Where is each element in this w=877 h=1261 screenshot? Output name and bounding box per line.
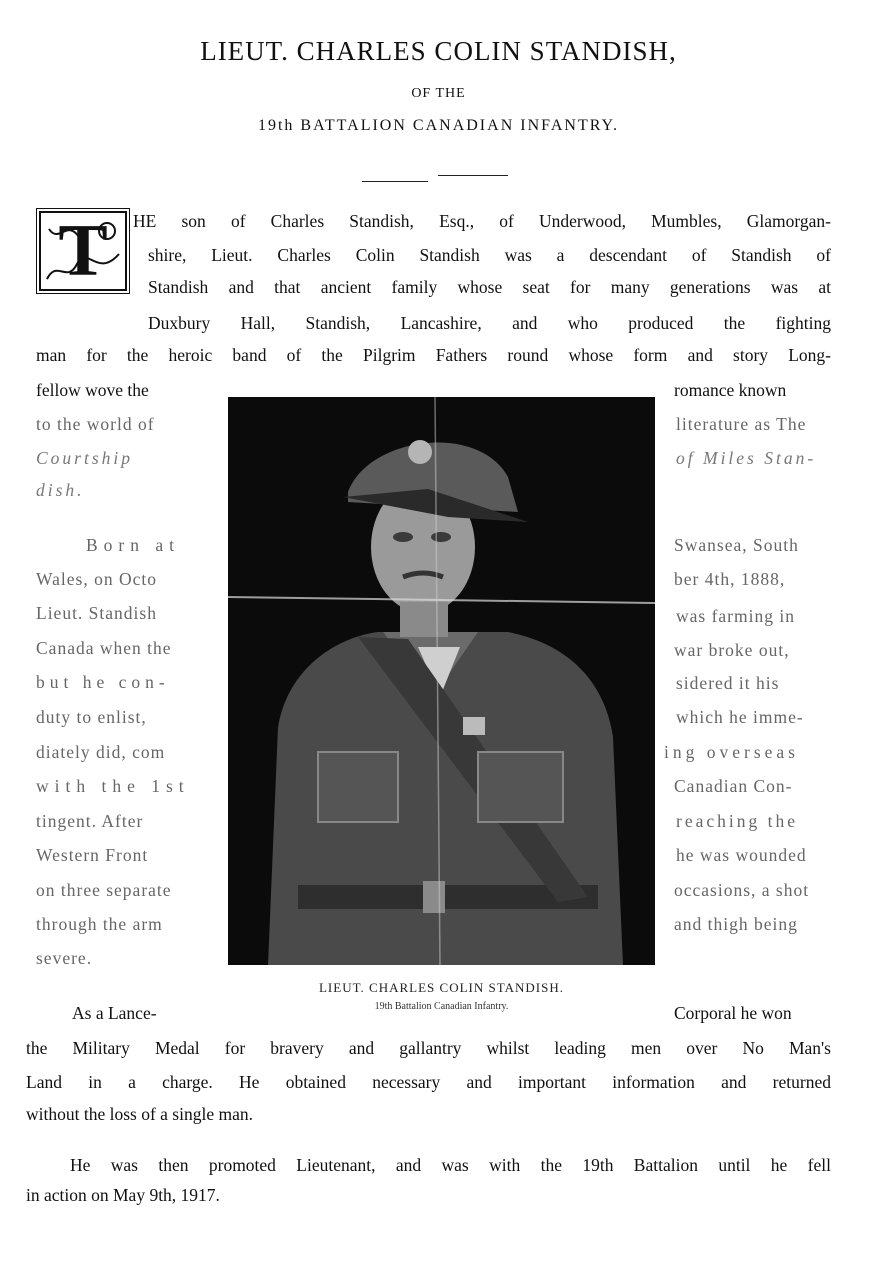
body-line: He was then promoted Lieutenant, and was with the 19th Battalion until he fell <box>70 1155 831 1175</box>
left-col-line: Lieut. Standish <box>36 603 157 623</box>
left-col-line: diately did, com <box>36 742 166 762</box>
left-col-line: but he con- <box>36 672 170 692</box>
left-col-line: through the arm <box>36 914 163 934</box>
intro-line: shire, Lieut. Charles Colin Standish was a descendant of Standish of <box>148 245 831 265</box>
left-col-line: As a Lance- <box>72 1003 157 1023</box>
battalion-subtitle: 19th BATTALION CANADIAN INFANTRY. <box>257 117 619 134</box>
left-col-line: Courtship <box>36 448 134 468</box>
left-col-line: Western Front <box>36 845 149 865</box>
right-col-line: of Miles Stan- <box>676 448 817 468</box>
ornamental-dropcap <box>36 208 130 294</box>
dropcap-letter: T <box>58 210 108 292</box>
right-col-line: Corporal he won <box>674 1003 792 1023</box>
intro-line: HE son of Charles Standish, Esq., of Underwood, Mumbles, Glamorgan- <box>133 211 831 231</box>
photo-subcaption: 19th Battalion Canadian Infantry. <box>374 1001 509 1012</box>
right-col-line: and thigh being <box>674 914 798 934</box>
left-col-line: dish. <box>36 480 85 500</box>
title-divider-left <box>362 181 428 182</box>
right-col-line: reaching the <box>676 811 798 831</box>
title-connector: OF THE <box>411 86 466 101</box>
right-col-line: Canadian Con- <box>674 776 793 796</box>
left-col-line: fellow wove the <box>36 380 149 400</box>
body-line: without the loss of a single man. <box>26 1104 253 1124</box>
right-col-line: was farming in <box>676 606 795 626</box>
left-col-line: duty to enlist, <box>36 707 147 727</box>
title-divider-right <box>438 175 508 176</box>
intro-line: Duxbury Hall, Standish, Lancashire, and who produced the fighting <box>148 313 831 333</box>
left-col-line: Born at <box>86 535 181 555</box>
right-col-line: ing overseas <box>664 742 799 762</box>
right-col-line: which he imme- <box>676 707 804 727</box>
left-col-line: Canada when the <box>36 638 172 658</box>
right-col-line: Swansea, South <box>674 535 799 555</box>
intro-line: man for the heroic band of the Pilgrim Fathers round whose form and story Long- <box>36 345 831 365</box>
right-col-line: sidered it his <box>676 673 780 693</box>
portrait-photo <box>228 397 655 965</box>
left-col-line: tingent. After <box>36 811 144 831</box>
left-col-line: on three separate <box>36 880 172 900</box>
page-title: LIEUT. CHARLES COLIN STANDISH, <box>200 36 677 66</box>
intro-line: Standish and that ancient family whose seat for many generations was at <box>148 277 831 297</box>
right-col-line: he was wounded <box>676 845 807 865</box>
right-col-line: ber 4th, 1888, <box>674 569 786 589</box>
body-line: Land in a charge. He obtained necessary and important information and returned <box>26 1072 831 1092</box>
right-col-line: war broke out, <box>674 640 790 660</box>
photo-caption: LIEUT. CHARLES COLIN STANDISH. <box>318 980 564 995</box>
left-col-line: Wales, on Octo <box>36 569 157 589</box>
body-line: in action on May 9th, 1917. <box>26 1185 220 1205</box>
left-col-line: severe. <box>36 948 93 968</box>
right-col-line: literature as The <box>676 414 807 434</box>
left-col-line: to the world of <box>36 414 155 434</box>
body-line: the Military Medal for bravery and gallantry whilst leading men over No Man's <box>26 1038 831 1058</box>
portrait-illustration <box>228 397 655 965</box>
left-col-line: with the 1st <box>36 776 190 796</box>
right-col-line: romance known <box>674 380 787 400</box>
right-col-line: occasions, a shot <box>674 880 810 900</box>
